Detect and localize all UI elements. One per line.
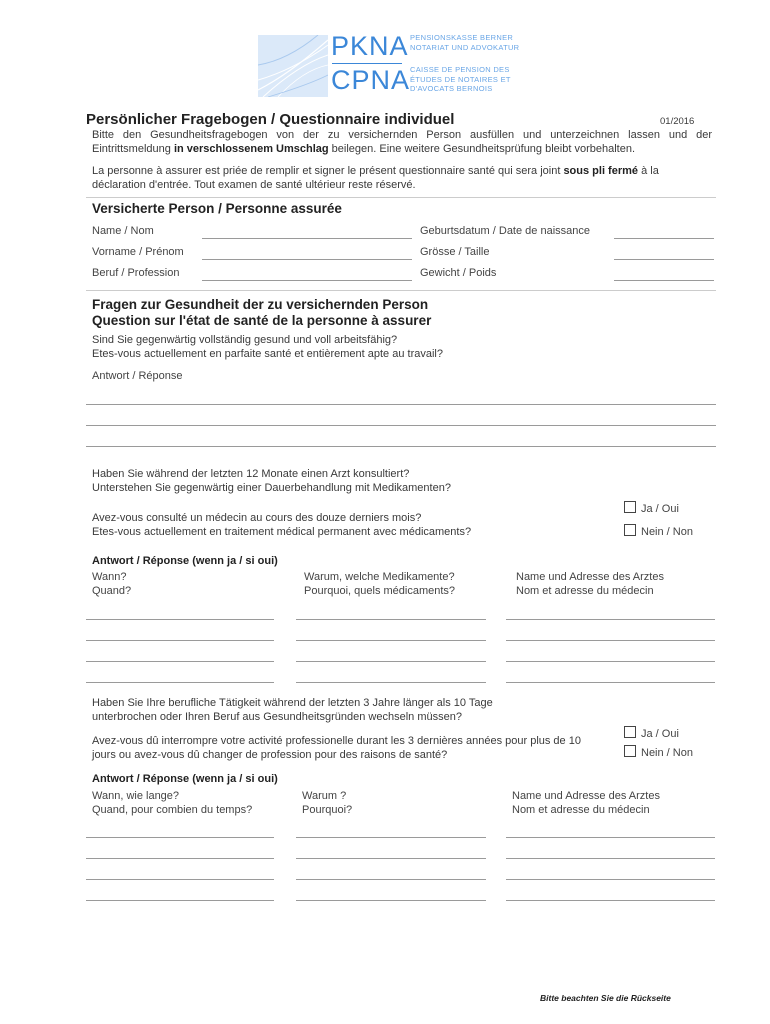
- field-firstname[interactable]: [202, 259, 412, 260]
- q3-yes-checkbox[interactable]: [624, 726, 636, 738]
- q2-col3-fr: Nom et adresse du médecin: [516, 585, 654, 597]
- q2-col2-line-4[interactable]: [296, 682, 486, 683]
- q2-col1-line-3[interactable]: [86, 661, 274, 662]
- q2-text-de: [92, 467, 451, 495]
- logo-abbr-fr: CPNA: [331, 65, 411, 95]
- q1-text: [92, 333, 443, 361]
- q3-no-option[interactable]: [624, 745, 693, 759]
- q2-col2-de: Warum, welche Medikamente?: [304, 571, 455, 583]
- q2-col1-line-1[interactable]: [86, 619, 274, 620]
- q2-col1-de: Wann?: [92, 571, 127, 583]
- q3-col3-line-4[interactable]: [506, 900, 715, 901]
- q2-col3-line-4[interactable]: [506, 682, 715, 683]
- label-birthdate: Geburtsdatum / Date de naissance: [420, 225, 590, 237]
- q2-no-checkbox[interactable]: [624, 524, 636, 536]
- q3-col2-line-4[interactable]: [296, 900, 486, 901]
- q2-col1-line-2[interactable]: [86, 640, 274, 641]
- q3-yes-option[interactable]: [624, 726, 679, 740]
- q3-col3-line-2[interactable]: [506, 858, 715, 859]
- q3-col1-line-3[interactable]: [86, 879, 274, 880]
- footer-note: Bitte beachten Sie die Rückseite: [540, 993, 671, 1003]
- intro-fr-1a: La personne à assurer est priée de remplir et signer le présent questionnaire santé qui sera joint: [92, 165, 564, 177]
- q3-answer-heading: Antwort / Réponse (wenn ja / si oui): [92, 773, 278, 785]
- logo-graphic: [258, 35, 328, 97]
- field-profession[interactable]: [202, 280, 412, 281]
- q2-col1-fr: Quand?: [92, 585, 132, 597]
- q3-col3-header: [512, 789, 660, 817]
- field-height[interactable]: [614, 259, 714, 260]
- q3-fr-1: Avez-vous dû interrompre votre activité professionelle durant les 3 dernières années pour plus de 10: [92, 735, 581, 747]
- q2-col2-header: [304, 570, 455, 598]
- q1-answer-line-3[interactable]: [86, 446, 716, 447]
- logo-divider: [332, 63, 402, 64]
- q2-fr-2: Etes-vous actuellement en traitement médical permanent avec médicaments?: [92, 526, 472, 538]
- q3-col3-de: Name und Adresse des Arztes: [512, 790, 660, 802]
- health-heading-fr: Question sur l'état de santé de la personne à assurer: [92, 313, 432, 328]
- q3-col2-line-1[interactable]: [296, 837, 486, 838]
- q2-yes-label: Ja / Oui: [641, 503, 679, 515]
- intro-fr-line1: [92, 164, 712, 178]
- q2-answer-heading: Antwort / Réponse (wenn ja / si oui): [92, 555, 278, 567]
- q2-yes-option[interactable]: [624, 501, 679, 515]
- q1-answer-line-1[interactable]: [86, 404, 716, 405]
- q3-col2-line-3[interactable]: [296, 879, 486, 880]
- q2-de-2: Unterstehen Sie gegenwärtig einer Dauerbehandlung mit Medikamenten?: [92, 482, 451, 494]
- intro-de: [92, 128, 712, 156]
- logo-name-fr-line1: CAISSE DE PENSION DES: [410, 65, 510, 74]
- field-birthdate[interactable]: [614, 238, 714, 239]
- q3-no-checkbox[interactable]: [624, 745, 636, 757]
- q3-col1-line-2[interactable]: [86, 858, 274, 859]
- health-heading-de: Fragen zur Gesundheit der zu versichernden Person: [92, 297, 429, 312]
- q2-col1-line-4[interactable]: [86, 682, 274, 683]
- q2-fr-1: Avez-vous consulté un médecin au cours des douze derniers mois?: [92, 512, 422, 524]
- q2-col2-fr: Pourquoi, quels médicaments?: [304, 585, 456, 597]
- logo-name-fr-line2: ÉTUDES DE NOTAIRES ET: [410, 74, 511, 84]
- q3-col2-line-2[interactable]: [296, 858, 486, 859]
- q3-yes-label: Ja / Oui: [641, 728, 679, 740]
- label-firstname: Vorname / Prénom: [92, 246, 184, 258]
- q2-col2-line-2[interactable]: [296, 640, 486, 641]
- q3-col3-line-1[interactable]: [506, 837, 715, 838]
- divider: [86, 197, 716, 198]
- label-name: Name / Nom: [92, 225, 154, 237]
- logo-name-de: [410, 33, 519, 52]
- q1-answer-line-2[interactable]: [86, 425, 716, 426]
- label-profession: Beruf / Profession: [92, 267, 180, 279]
- q1-de: Sind Sie gegenwärtig vollständig gesund und voll arbeitsfähig?: [92, 334, 398, 346]
- q2-yes-checkbox[interactable]: [624, 501, 636, 513]
- q3-text-fr: [92, 734, 581, 762]
- form-version: 01/2016: [660, 116, 695, 127]
- health-heading: [92, 297, 431, 329]
- logo: [258, 33, 528, 99]
- q3-col3-line-3[interactable]: [506, 879, 715, 880]
- q2-no-label: Nein / Non: [641, 526, 693, 538]
- intro-de-2b: in verschlossenem Umschlag: [173, 143, 329, 155]
- q1-fr: Etes-vous actuellement en parfaite santé et entièrement apte au travail?: [92, 348, 443, 360]
- q3-text-de: [92, 696, 493, 724]
- logo-name-de-line2: NOTARIAT UND ADVOKATUR: [410, 42, 520, 52]
- q3-fr-2: jours ou avez-vous dû changer de profession pour des raisons de santé?: [92, 749, 448, 761]
- q3-col1-header: [92, 789, 252, 817]
- q3-col3-fr: Nom et adresse du médecin: [512, 804, 650, 816]
- person-heading: Versicherte Person / Personne assurée: [92, 201, 342, 216]
- divider: [86, 290, 716, 291]
- q2-no-option[interactable]: [624, 524, 693, 538]
- q2-de-1: Haben Sie während der letzten 12 Monate einen Arzt konsultiert?: [92, 468, 410, 480]
- logo-name-fr: [410, 65, 511, 94]
- label-height: Grösse / Taille: [420, 246, 490, 258]
- q3-col2-de: Warum ?: [302, 790, 347, 802]
- q3-col2-fr: Pourquoi?: [302, 804, 353, 816]
- intro-fr-1b: sous pli fermé: [563, 165, 639, 177]
- q3-no-label: Nein / Non: [641, 747, 693, 759]
- q3-col1-fr: Quand, pour combien du temps?: [92, 804, 253, 816]
- page-title: Persönlicher Fragebogen / Questionnaire individuel: [86, 111, 455, 128]
- intro-fr: [92, 164, 712, 192]
- field-name[interactable]: [202, 238, 412, 239]
- logo-name-fr-line3: D'AVOCATS BERNOIS: [410, 84, 493, 93]
- intro-de-line1: Bitte den Gesundheitsfragebogen von der zu versichernden Person ausfüllen und unterzeichnen lassen und der: [92, 129, 712, 141]
- q2-col3-line-3[interactable]: [506, 661, 715, 662]
- q2-col2-line-3[interactable]: [296, 661, 486, 662]
- q3-col2-header: [302, 789, 352, 817]
- q2-col3-line-2[interactable]: [506, 640, 715, 641]
- label-weight: Gewicht / Poids: [420, 267, 497, 279]
- q1-answer-label: Antwort / Réponse: [92, 370, 183, 382]
- intro-fr-1c: à la: [638, 165, 659, 177]
- q2-col3-header: [516, 570, 664, 598]
- intro-de-line2: [92, 142, 712, 156]
- intro-fr-line2: déclaration d'entrée. Tout examen de santé ultérieur reste réservé.: [92, 179, 416, 191]
- q3-de-2: unterbrochen oder Ihren Beruf aus Gesundheitsgründen wechseln müssen?: [92, 711, 462, 723]
- q2-col3-de: Name und Adresse des Arztes: [516, 571, 664, 583]
- intro-de-2c: beilegen. Eine weitere Gesundheitsprüfung bleibt vorbehalten.: [328, 143, 635, 155]
- q2-col2-line-1[interactable]: [296, 619, 486, 620]
- q3-col1-de: Wann, wie lange?: [92, 790, 180, 802]
- q3-col1-line-1[interactable]: [86, 837, 274, 838]
- q2-col3-line-1[interactable]: [506, 619, 715, 620]
- intro-de-2a: Eintrittsmeldung: [92, 143, 174, 155]
- q3-col1-line-4[interactable]: [86, 900, 274, 901]
- field-weight[interactable]: [614, 280, 714, 281]
- q2-col1-header: [92, 570, 131, 598]
- logo-abbr-de: PKNA: [331, 31, 409, 61]
- q3-de-1: Haben Sie Ihre berufliche Tätigkeit während der letzten 3 Jahre länger als 10 Tage: [92, 697, 493, 709]
- q2-text-fr: [92, 511, 471, 539]
- logo-name-de-line1: PENSIONSKASSE BERNER: [410, 33, 514, 42]
